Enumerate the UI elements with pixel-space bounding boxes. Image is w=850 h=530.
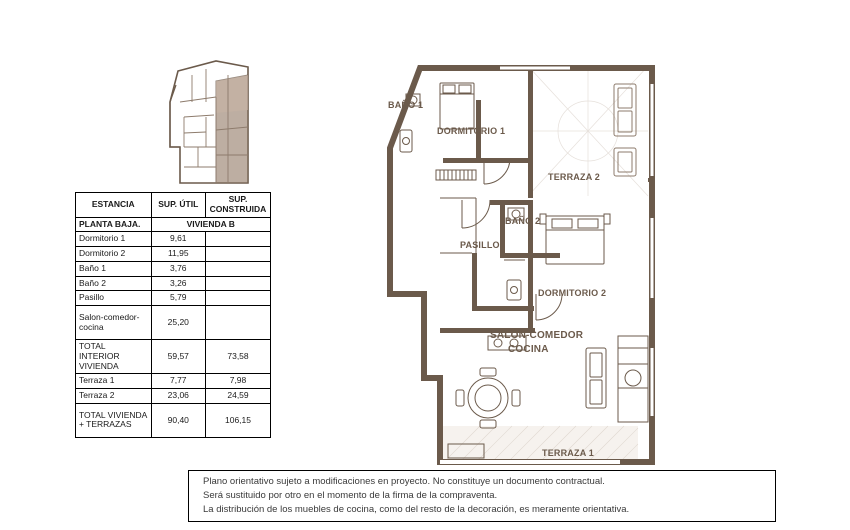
row-util: 90,40 xyxy=(151,403,205,437)
table-row xyxy=(76,389,271,404)
label-bano-2: BAÑO 2 xyxy=(505,216,541,226)
row-construida xyxy=(206,306,271,340)
table-row xyxy=(76,261,271,276)
floor-plan-drawing xyxy=(380,48,710,478)
table-header-row xyxy=(76,193,271,218)
section-vivienda: VIVIENDA B xyxy=(151,217,270,232)
row-label: Dormitorio 1 xyxy=(76,232,152,247)
table-row xyxy=(76,247,271,262)
row-construida xyxy=(206,276,271,291)
row-construida: 24,59 xyxy=(206,389,271,404)
label-bano-1: BAÑO 1 xyxy=(388,100,424,110)
row-util: 3,76 xyxy=(151,261,205,276)
table-row xyxy=(76,306,271,340)
row-util: 7,77 xyxy=(151,374,205,389)
header-sup-construida: SUP. CONSTRUIDA xyxy=(206,193,271,218)
row-util: 11,95 xyxy=(151,247,205,262)
disclaimer-line-3: La distribución de los muebles de cocina, como del resto de la decoración, es meramente orientativa. xyxy=(203,503,630,515)
main-floor-plan xyxy=(380,48,710,478)
row-label: Pasillo xyxy=(76,291,152,306)
row-label: TOTAL VIVIENDA + TERRAZAS xyxy=(76,403,152,437)
row-label: Baño 2 xyxy=(76,276,152,291)
table-row xyxy=(76,291,271,306)
table-row xyxy=(76,374,271,389)
label-pasillo: PASILLO xyxy=(460,240,500,250)
row-util: 9,61 xyxy=(151,232,205,247)
row-util: 25,20 xyxy=(151,306,205,340)
row-construida xyxy=(206,247,271,262)
row-construida: 7,98 xyxy=(206,374,271,389)
label-salon-comedor: SALÓN-COMEDOR xyxy=(490,330,584,341)
disclaimer-box xyxy=(188,470,776,522)
label-cocina: COCINA xyxy=(508,344,549,355)
row-construida: 106,15 xyxy=(206,403,271,437)
table-section-row xyxy=(76,217,271,232)
row-label: TOTAL INTERIOR VIVIENDA xyxy=(76,340,152,374)
row-util: 5,79 xyxy=(151,291,205,306)
section-planta: PLANTA BAJA. xyxy=(76,217,152,232)
table-row xyxy=(76,276,271,291)
row-label: Terraza 2 xyxy=(76,389,152,404)
row-label: Salon-comedor-cocina xyxy=(76,306,152,340)
areas-table xyxy=(75,192,271,438)
row-label: Baño 1 xyxy=(76,261,152,276)
row-util: 23,06 xyxy=(151,389,205,404)
row-label: Dormitorio 2 xyxy=(76,247,152,262)
row-util: 3,26 xyxy=(151,276,205,291)
row-construida xyxy=(206,232,271,247)
row-util: 59,57 xyxy=(151,340,205,374)
label-dormitorio-1: DORMITORIO 1 xyxy=(437,126,506,136)
header-estancia: ESTANCIA xyxy=(76,193,152,218)
label-dormitorio-2: DORMITORIO 2 xyxy=(538,288,607,298)
disclaimer-line-1: Plano orientativo sujeto a modificaciones en proyecto. No constituye un documento contractual. xyxy=(203,476,605,487)
key-plan xyxy=(88,55,298,190)
table-row xyxy=(76,232,271,247)
areas-table-wrapper xyxy=(75,192,271,438)
row-label: Terraza 1 xyxy=(76,374,152,389)
label-terraza-2: TERRAZA 2 xyxy=(548,172,600,182)
row-construida xyxy=(206,291,271,306)
disclaimer-line-2: Será sustituido por otro en el momento de la firma de la compraventa. xyxy=(203,489,498,501)
label-terraza-1: TERRAZA 1 xyxy=(542,448,594,458)
row-construida: 73,58 xyxy=(206,340,271,374)
table-row-total xyxy=(76,340,271,374)
table-row-total xyxy=(76,403,271,437)
row-construida xyxy=(206,261,271,276)
header-sup-util: SUP. ÚTIL xyxy=(151,193,205,218)
